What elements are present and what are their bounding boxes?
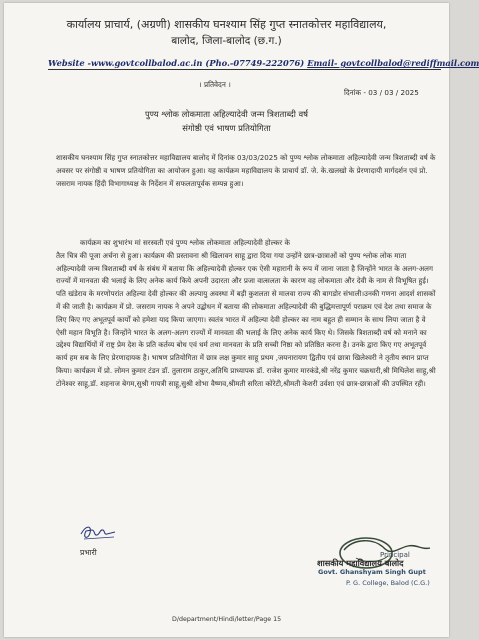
date-line: दिनांक - 03 / 03 / 2025 <box>344 88 419 97</box>
report-label: । प्रतिवेदन । <box>199 80 231 89</box>
document-page <box>4 3 479 637</box>
office-name: कार्यालय प्राचार्य, (अग्रणी) शासकीय घनश्याम सिंह गुप्त स्नातकोत्तर महाविद्यालय, <box>66 18 387 31</box>
date-value: 03 / 03 / 2025 <box>368 88 419 97</box>
incharge-signature <box>78 522 118 544</box>
page-reference: D/department/Hindi/letter/Page 15 <box>172 616 282 623</box>
email: Email- govtcollbalod@rediffmail.com <box>307 58 479 68</box>
stamp-text-line2: P. G. College, Balod (C.G.) <box>346 579 430 587</box>
paragraph-program-start: कार्यक्रम का शुभारंभ मां सरस्वती एवं पुण्य श्लोक लोकमाता अहिल्यादेवी होल्कर के <box>80 238 290 247</box>
paragraph-intro: शासकीय घनश्याम सिंह गुप्त स्नातकोत्तर महाविद्यालय बालोद में दिनांक 03/03/2025 को पुण्य श्लोक लोकमाता अहिल्यादेवी जन्म त्रिशताब्दी वर्ष के अवसर पर संगोष्ठी व भाषण प्रतियोगिता का आयोजन हुआ। यह कार्यक्रम महाविद्यालय के प्राचार्य डॉ. जे. के.खलखो के प्रेरणादायी मार्गदर्शन एवं प्रो. जसराम नायक हिंदी विभागाध्यक्ष के निर्देशन में सफलतापूर्वक सम्पन्न हुआ। <box>56 153 436 188</box>
header-divider <box>48 69 441 70</box>
office-address: बालोद, जिला-बालोद (छ.ग.) <box>171 35 282 47</box>
incharge-title: प्रभारी <box>80 548 97 557</box>
contact-line <box>48 58 479 68</box>
paragraph-program-rest: तैल चित्र की पूजा अर्चना से हुआ। कार्यक्रम की प्रस्तावना श्री खिलावन साहू द्वारा दिया गया उन्होंने छात्र-छात्राओं को पुण्य श्लोक लोक माता अहिल्यादेवी जन्म त्रिशताब्दी वर्ष के संबंध में बताया कि अहिल्यादेवी होल्कर एक ऐसी महारानी के रूप में जाना जाता है जिन्होंने भारत के अलग-अलग राज्यों में मानवता की भलाई के लिए अनेक कार्य किये अपनी उदारता और प्रजा वात्सलता के कारण वह लोकमाता और देवी के नाम से विभूषित हुई। पति खंडेराव के मरणोपरांत अहिल्या देवी होल्कर की अल्पायु अवस्था में बड़ी कुशलता से मालवा राज्य की बागडोर संभाली।उनकी गणना आदर्श शासकों में की जाती है। कार्यक्रम में प्रो. जसराम नायक ने अपने उद्बोधन में बताया की लोकमाता अहिल्यादेवी की बुद्धिमत्तापूर्ण पराक्रम एवं देश तथा समाज के लिए किए गए अभूतपूर्व कार्यों को हमेशा याद किया जाएगा। स्वतंत्र भारत में अहिल्या देवी होल्कर का नाम बहुत ही सम्मान के साथ लिया जाता है वे ऐसी महान विभूति है। जिन्होंने भारत के अलग-अलग राज्यों में मानवता की भलाई के लिए अनेक कार्य किए थे। जिसके त्रिशताब्दी वर्ष को मनाने का उद्देश्य विद्यार्थियों में राष्ट्र प्रेम देश के प्रति कर्तव्य बोध एवं धर्म तथा मानवता के प्रति सच्ची निष्ठा को प्रतिष्ठित करना है। उनके द्वारा किए गए अभूतपूर्व कार्य हम सब के लिए प्रेरणादायक है। भाषण प्रतियोगिता में छात्र लक्ष कुमार साहू प्रथम ,जयनारायण द्वितीय एवं छात्रा खिलेश्वरी ने तृतीय स्थान प्राप्त किया। कार्यक्रम में प्रो. लोमन कुमार टंडन डॉ. तुलाराम ठाकुर,अतिथि प्राध्यापक डॉ. राजेश कुमार मारकंडे,श्री नरेंद्र कुमार चक्रधारी,श्री मिथिलेश साहू,श्री टोनेश्वर साहू,डॉ. शहनाज बेगम,सुश्री गायत्री साहू,सुश्री शोभा वैष्णव,श्रीमती सरिता कोरेटी,श्रीमती केशरी उर्वशा एवं छात्र-छात्राओं की उपस्थित रही। <box>56 250 436 388</box>
report-title: पुण्य श्लोक लोकमाता अहिल्यादेवी जन्म त्रिशताब्दी वर्ष <box>144 109 309 119</box>
paragraph-program <box>56 237 436 391</box>
stamp-text-line1: Govt. Ghanshyam Singh Gupt <box>318 568 426 576</box>
date-label: दिनांक <box>344 88 362 97</box>
website: Website -www.govtcollbalod.ac.in <box>48 58 203 68</box>
report-subtitle: संगोष्ठी एवं भाषण प्रतियोगिता <box>182 123 271 133</box>
college-name-hindi: शासकीय महाविद्यालय बालोद <box>317 558 404 568</box>
phone: (Pho.-07749-222076) <box>205 58 305 68</box>
principal-label: Principal <box>380 551 410 559</box>
